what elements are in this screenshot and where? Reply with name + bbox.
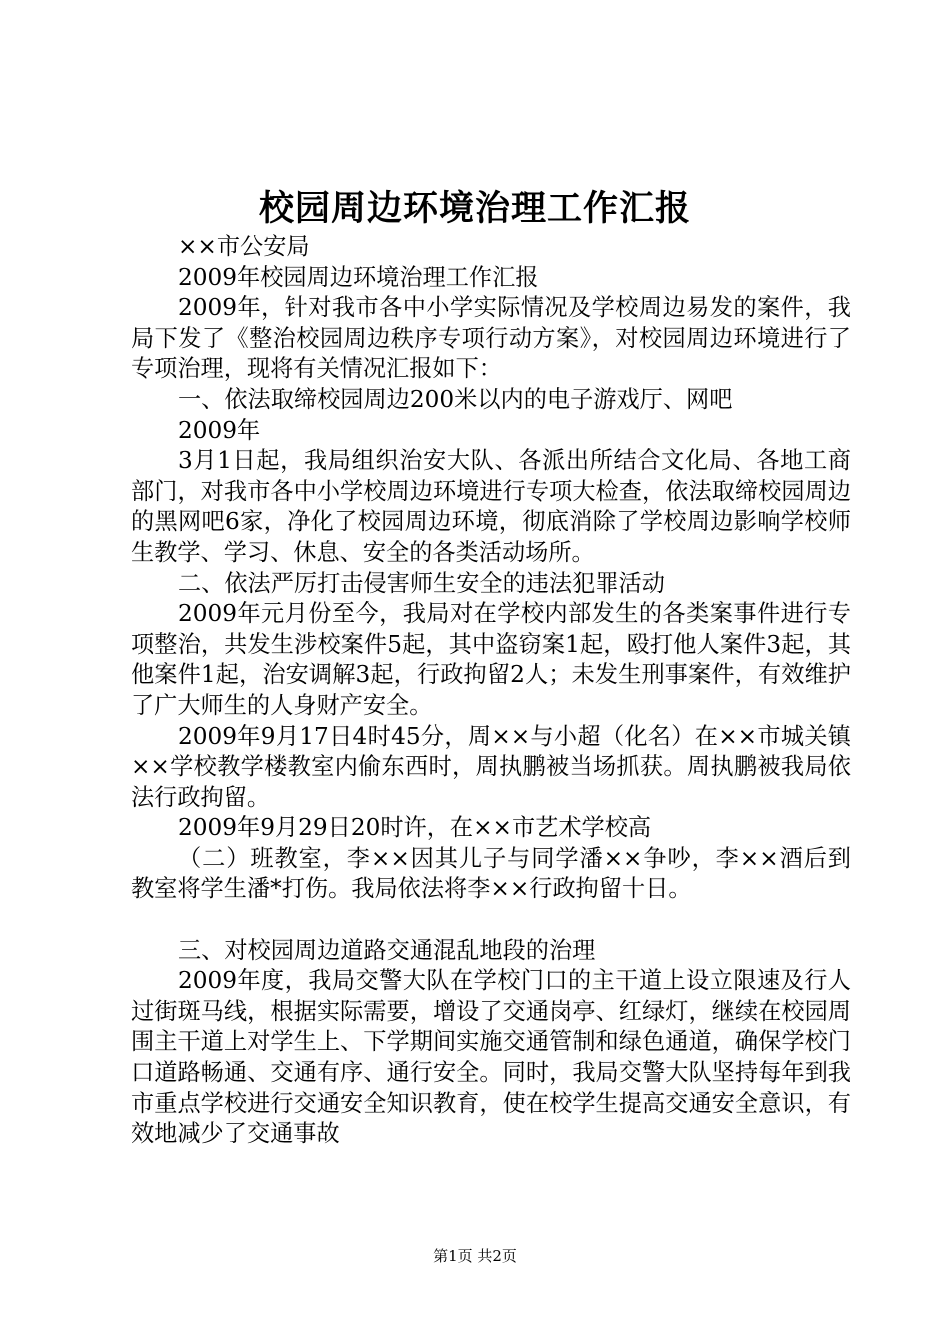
section-heading-2: 二、依法严厉打击侵害师生安全的违法犯罪活动 (178, 569, 665, 597)
paragraph-case-2-start: 2009年9月29日20时许，在××市艺术学校高 (178, 814, 652, 842)
document-body (131, 232, 851, 1150)
document-title: 校园周边环境治理工作汇报 (258, 188, 691, 229)
paragraph-section-1-body: 3月1日起，我局组织治安大队、各派出所结合文化局、各地工商部门，对我市各中小学校周边环境进行专项大检查，依法取缔校园周边的黑网吧6家，净化了校园周边环境，彻底消除了学校周边影响学校师生教学、学习、休息、安全的各类活动场所。 (131, 447, 851, 566)
page-footer: 第1页 共2页 (433, 1247, 517, 1265)
section-heading-1: 一、依法取缔校园周边200米以内的电子游戏厅、网吧 (178, 385, 733, 413)
paragraph-issuer: ××市公安局 (178, 233, 310, 260)
paragraph-year: 2009年 (178, 416, 261, 444)
paragraph-intro: 2009年，针对我市各中小学实际情况及学校周边易发的案件，我局下发了《整治校园周边秩序专项行动方案》，对校园周边环境进行了专项治理，现将有关情况汇报如下： (131, 294, 851, 383)
paragraph-subtitle: 2009年校园周边环境治理工作汇报 (178, 263, 539, 291)
paragraph-case-2-body: （二）班教室，李××因其儿子与同学潘××争吵，李××酒后到教室将学生潘*打伤。我局依法将李××行政拘留十日。 (131, 844, 851, 903)
blank-line (131, 905, 851, 936)
section-heading-3: 三、对校园周边道路交通混乱地段的治理 (178, 936, 596, 964)
paragraph-case-1: 2009年9月17日4时45分，周××与小超（化名）在××市城关镇××学校教学楼教室内偷东西时，周执鹏被当场抓获。周执鹏被我局依法行政拘留。 (131, 722, 851, 811)
paragraph-section-2-body: 2009年元月份至今，我局对在学校内部发生的各类案事件进行专项整治，共发生涉校案件5起，其中盗窃案1起，殴打他人案件3起，其他案件1起，治安调解3起，行政拘留2人；未发生刑事案件，有效维护了广大师生的人身财产安全。 (131, 600, 851, 719)
paragraph-section-3-body: 2009年度，我局交警大队在学校门口的主干道上设立限速及行人过街斑马线，根据实际需要，增设了交通岗亭、红绿灯，继续在校园周围主干道上对学生上、下学期间实施交通管制和绿色通道，确保学校门口道路畅通、交通有序、通行安全。同时，我局交警大队坚持每年到我市重点学校进行交通安全知识教育，使在校学生提高交通安全意识，有效地减少了交通事故 (131, 967, 851, 1148)
